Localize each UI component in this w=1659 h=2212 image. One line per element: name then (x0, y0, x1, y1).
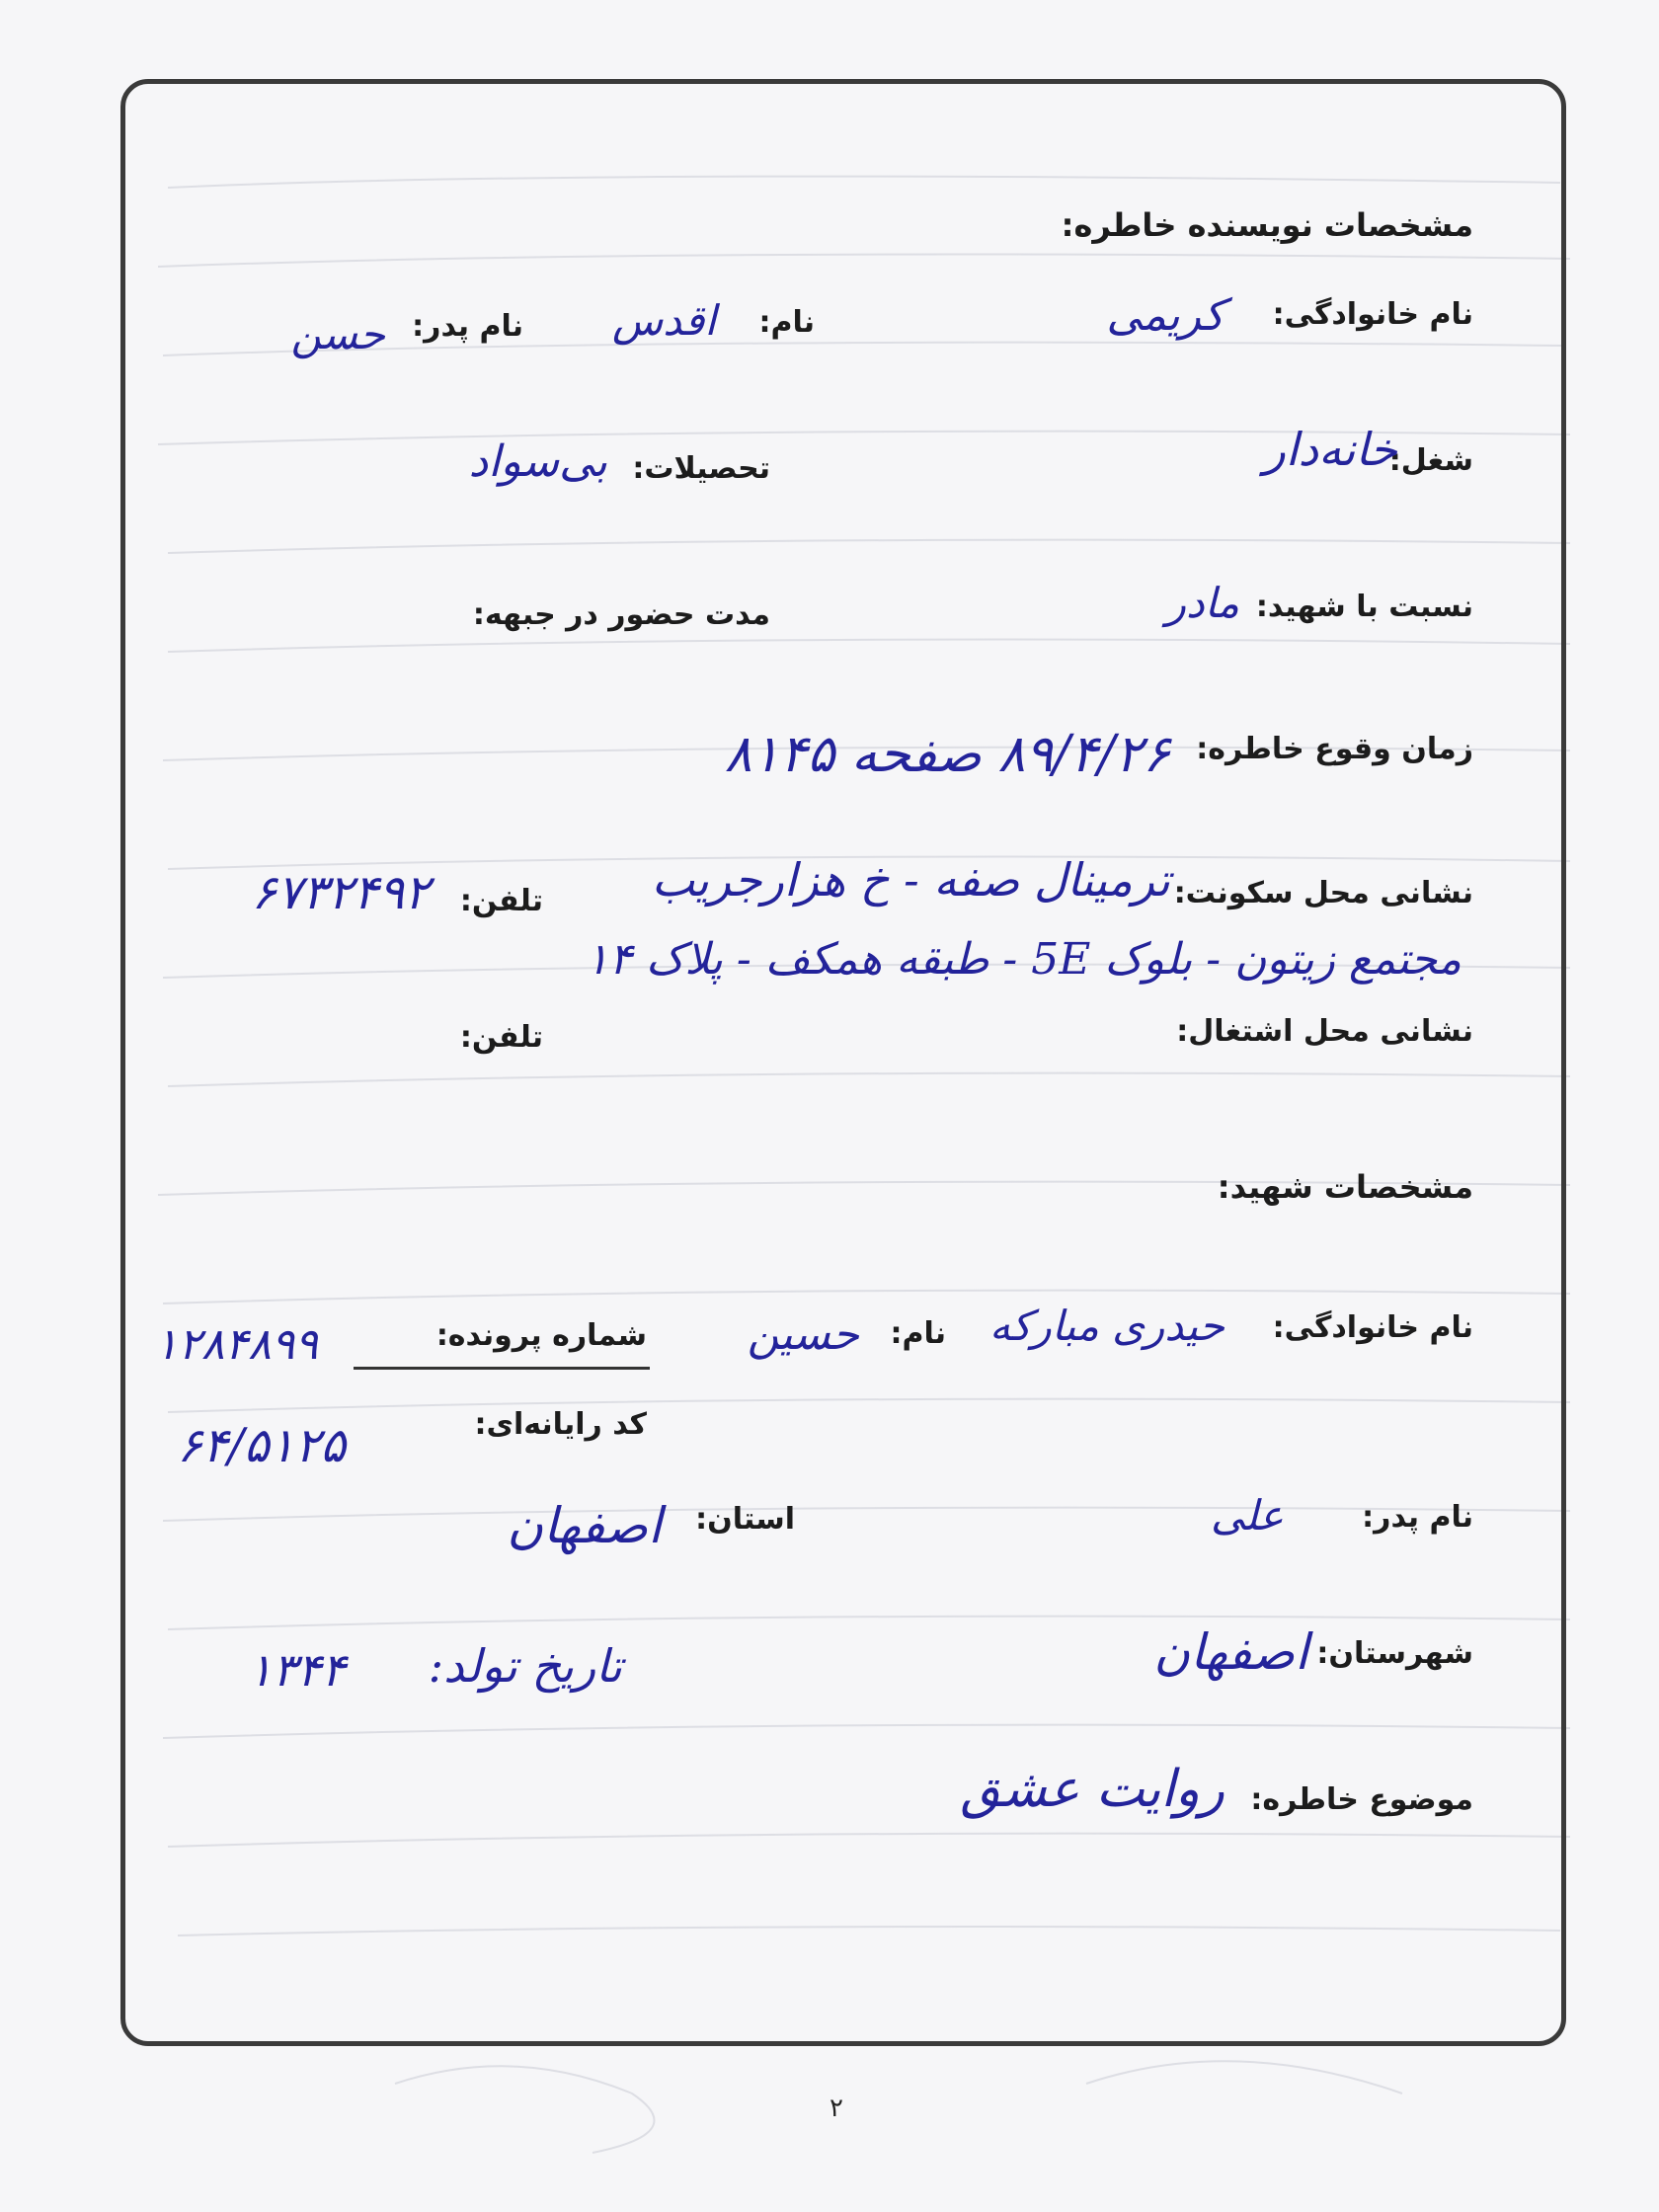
martyr-last-name-label: نام خانوادگی: (1272, 1310, 1473, 1345)
martyr-birth-label: تاریخ تولد: (428, 1639, 622, 1693)
writer-education-value: بی‌سواد (468, 436, 607, 487)
writer-father-label: نام پدر: (412, 309, 523, 344)
writer-work-address-label: نشانی محل اشتغال: (1176, 1014, 1473, 1049)
file-number-underline (354, 1367, 650, 1370)
writer-relation-value: مادر (1165, 579, 1239, 627)
writer-job-value: خانه‌دار (1263, 423, 1397, 476)
writer-home-address-label: نشانی محل سکونت: (1173, 876, 1473, 910)
writer-job-label: شغل: (1388, 443, 1473, 478)
writer-home-phone-label: تلفن: (459, 884, 543, 918)
writer-home-address-line2: مجتمع زیتون - بلوک 5E - طبقه همکف - پلاک ۱۴ (585, 934, 1462, 985)
writer-section-heading: مشخصات نویسنده خاطره: (1061, 206, 1473, 244)
martyr-city-value: اصفهان (1153, 1623, 1308, 1681)
martyr-city-label: شهرستان: (1316, 1636, 1473, 1671)
form-frame (120, 79, 1566, 2046)
martyr-birth-value: ۱۳۴۴ (248, 1643, 346, 1697)
writer-home-address-line1: ترمینال صفه - خ هزارجریب (651, 853, 1170, 907)
writer-relation-label: نسبت با شهید: (1255, 590, 1473, 624)
martyr-first-name-label: نام: (890, 1316, 946, 1351)
martyr-province-label: استان: (695, 1502, 795, 1537)
writer-memory-date-value: ۸۹/۴/۲۶ صفحه ۸۱۴۵ (724, 725, 1170, 784)
martyr-father-value: علی (1211, 1491, 1284, 1540)
martyr-last-name-value: حیدری مبارکه (989, 1302, 1224, 1350)
martyr-file-number-value: ۱۲۸۴۸۹۹ (154, 1319, 318, 1370)
martyr-province-value: اصفهان (507, 1497, 662, 1554)
writer-work-phone-label: تلفن: (459, 1020, 543, 1055)
writer-first-name-label: نام: (758, 305, 815, 340)
writer-home-phone-value: ۶۷۳۲۴۹۲ (251, 865, 430, 920)
martyr-topic-value: روایت عشق (960, 1760, 1224, 1819)
martyr-file-number-label: شماره پرونده: (435, 1318, 647, 1353)
writer-last-name-label: نام خانوادگی: (1272, 297, 1473, 332)
writer-last-name-value: کریمی (1106, 290, 1224, 341)
writer-father-value: حسن (290, 310, 385, 358)
writer-memory-date-label: زمان وقوع خاطره: (1196, 732, 1473, 766)
martyr-first-name-value: حسین (747, 1309, 859, 1360)
martyr-computer-code-label: کد رایانه‌ای: (474, 1407, 647, 1442)
writer-front-duration-label: مدت حضور در جبهه: (472, 597, 770, 632)
martyr-section-heading: مشخصات شهید: (1217, 1168, 1473, 1206)
writer-education-label: تحصیلات: (632, 451, 770, 486)
martyr-father-label: نام پدر: (1362, 1500, 1473, 1535)
page-number: ۲ (830, 2094, 843, 2123)
martyr-topic-label: موضوع خاطره: (1250, 1782, 1473, 1817)
martyr-computer-code-value: ۶۴/۵۱۲۵ (177, 1418, 346, 1473)
writer-first-name-value: اقدس (611, 296, 716, 345)
